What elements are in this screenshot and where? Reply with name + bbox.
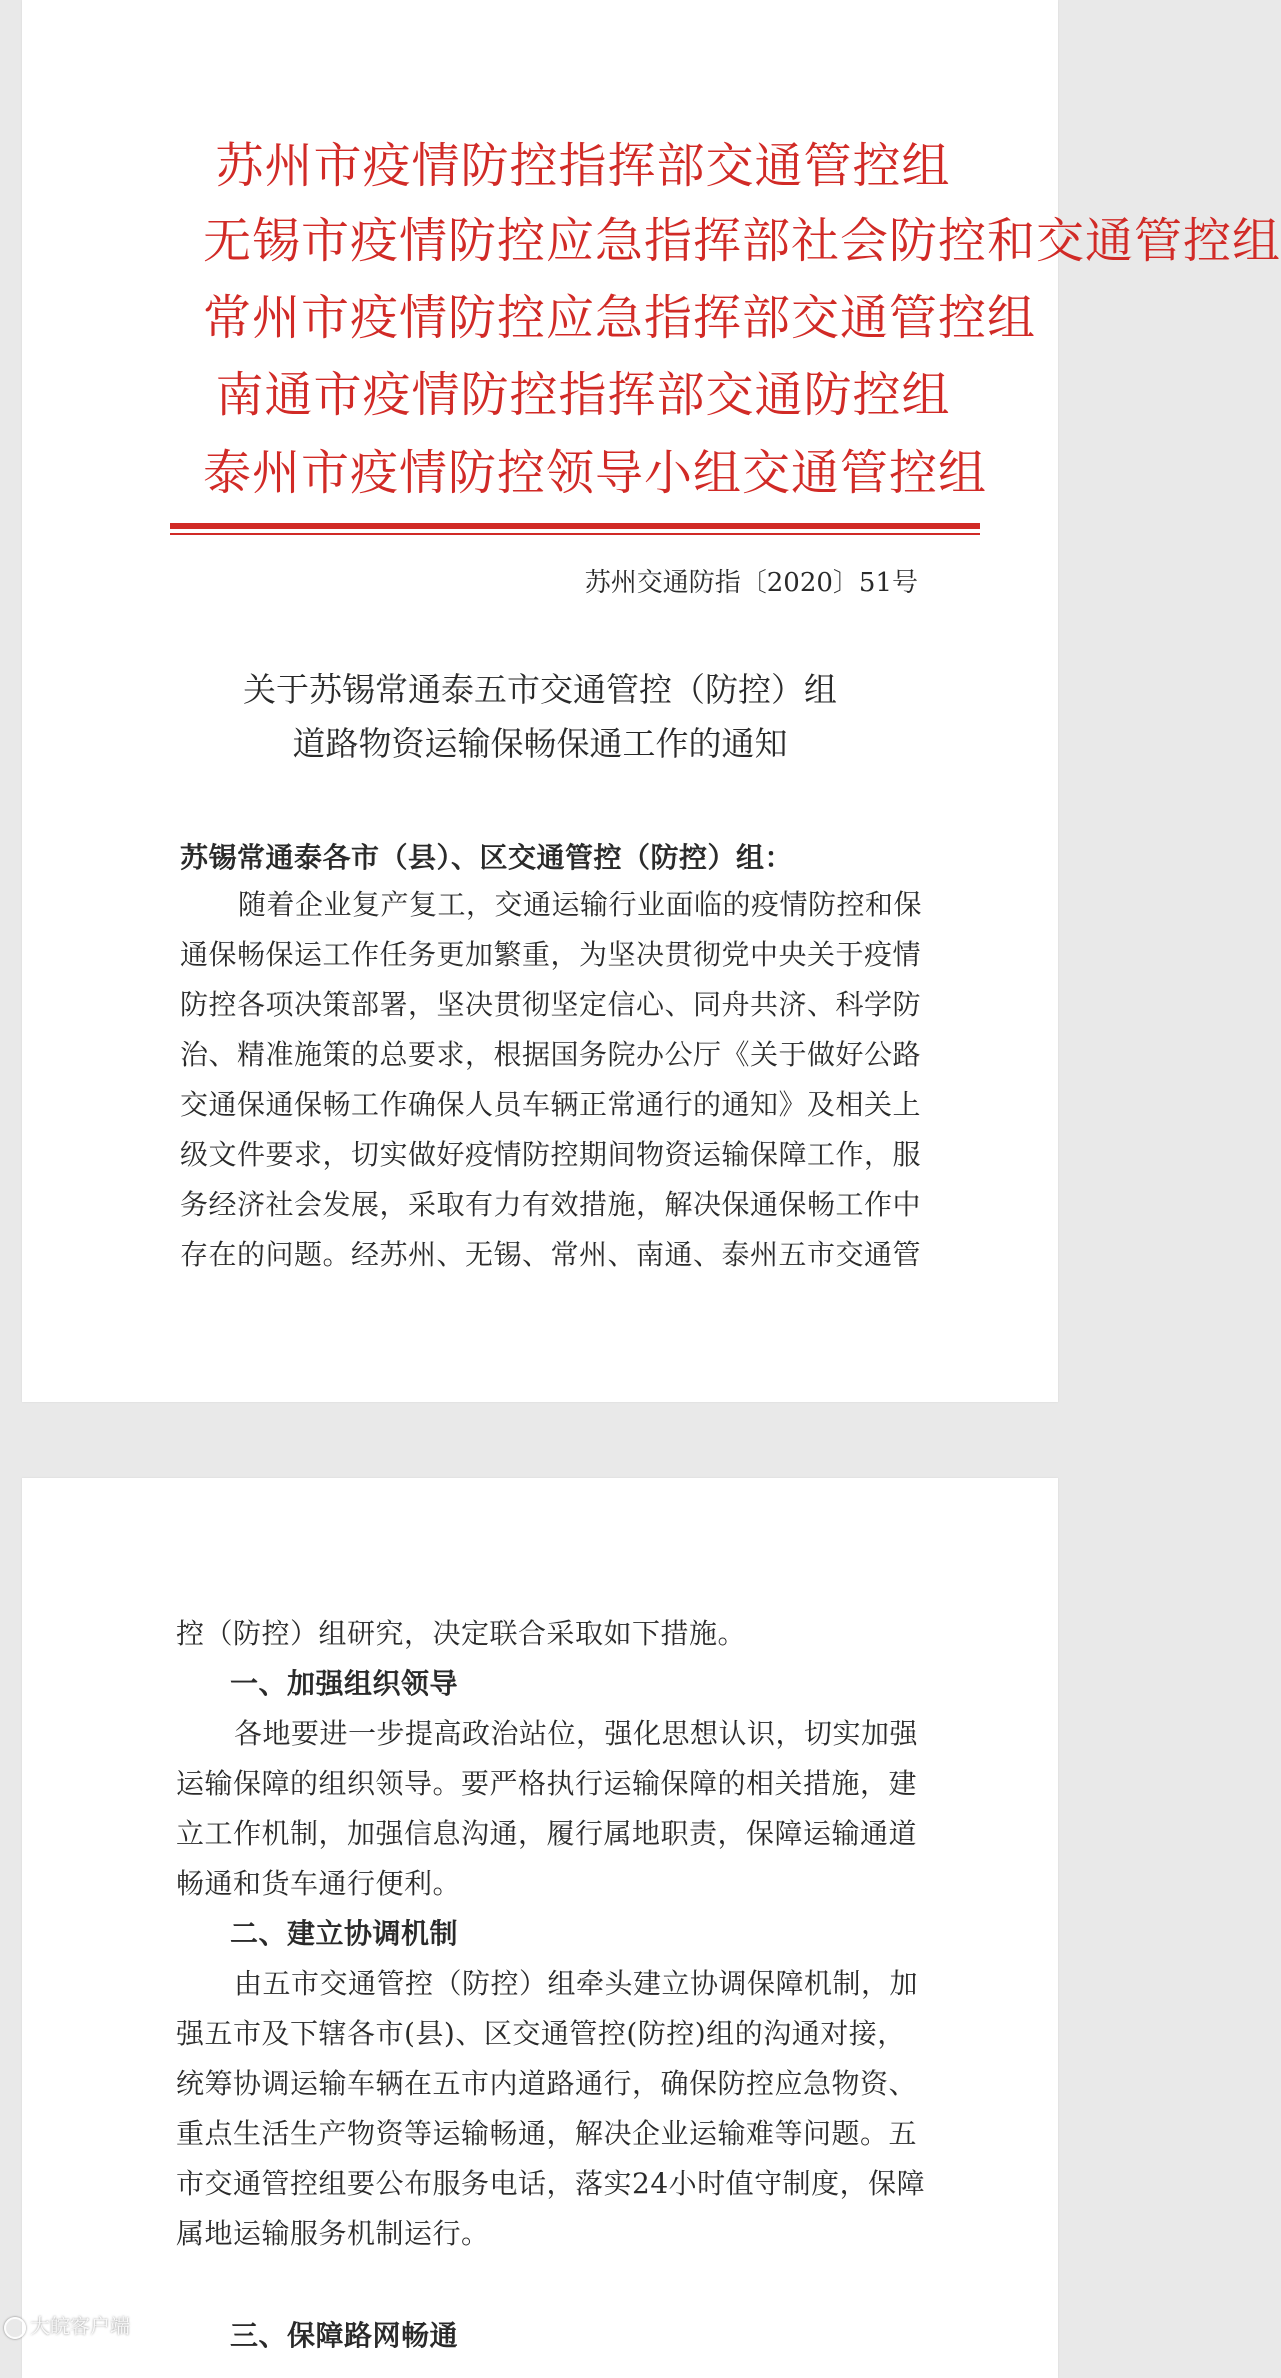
body-line: 级文件要求，切实做好疫情防控期间物资运输保障工作，服 — [180, 1138, 922, 1171]
document-number: 苏州交通防指〔2020〕51号 — [584, 568, 918, 598]
document-title-line-2: 道路物资运输保畅保通工作的通知 — [292, 724, 788, 763]
section-heading-1: 一、加强组织领导 — [230, 1667, 459, 1700]
body-line: 治、精准施策的总要求，根据国务院办公厅《关于做好公路 — [180, 1038, 922, 1071]
body-line: 各地要进一步提高政治站位，强化思想认识，切实加强 — [234, 1717, 919, 1750]
body-line: 防控各项决策部署，坚决贯彻坚定信心、同舟共济、科学防 — [180, 988, 922, 1021]
body-line: 通保畅保运工作任务更加繁重，为坚决贯彻党中央关于疫情 — [180, 938, 922, 971]
body-line: 存在的问题。经苏州、无锡、常州、南通、泰州五市交通管 — [180, 1238, 922, 1271]
header-org-changzhou: 常州市疫情防控应急指挥部交通管控组 — [203, 290, 1037, 346]
body-line: 畅通和货车通行便利。 — [176, 1867, 462, 1900]
body-line: 统筹协调运输车辆在五市内道路通行，确保防控应急物资、 — [176, 2067, 918, 2100]
body-line: 控（防控）组研究，决定联合采取如下措施。 — [176, 1617, 747, 1650]
body-line: 立工作机制，加强信息沟通，履行属地职责，保障运输通道 — [176, 1817, 918, 1850]
header-org-nantong: 南通市疫情防控指挥部交通防控组 — [215, 367, 951, 423]
body-line: 重点生活生产物资等运输畅通，解决企业运输难等问题。五 — [176, 2117, 918, 2150]
body-line: 属地运输服务机制运行。 — [176, 2217, 490, 2250]
document-page-1 — [22, 0, 1281, 1402]
body-line: 强五市及下辖各市(县)、区交通管控(防控)组的沟通对接， — [176, 2017, 906, 2050]
watermark — [4, 2310, 130, 2339]
header-red-rule-thin — [170, 533, 980, 535]
section-heading-3-partial: 三、保障路网畅通 — [230, 2319, 459, 2352]
watermark-text: 大皖客户端 — [30, 2314, 130, 2338]
header-org-suzhou: 苏州市疫情防控指挥部交通管控组 — [215, 138, 951, 194]
body-line: 运输保障的组织领导。要严格执行运输保障的相关措施，建 — [176, 1767, 918, 1800]
addressee: 苏锡常通泰各市（县）、区交通管控（防控）组： — [180, 841, 794, 874]
body-line: 随着企业复产复工，交通运输行业面临的疫情防控和保 — [238, 888, 923, 921]
document-page-2 — [22, 1478, 1058, 2378]
body-line: 交通保通保畅工作确保人员车辆正常通行的通知》及相关上 — [180, 1088, 922, 1121]
body-line: 务经济社会发展，采取有力有效措施，解决保通保畅工作中 — [180, 1188, 922, 1221]
section-heading-2: 二、建立协调机制 — [230, 1917, 459, 1950]
header-red-rule-thick — [170, 523, 980, 529]
app-logo-icon — [4, 2317, 26, 2339]
header-org-taizhou: 泰州市疫情防控领导小组交通管控组 — [203, 445, 988, 501]
document-title-line-1: 关于苏锡常通泰五市交通管控（防控）组 — [243, 670, 837, 709]
body-line: 由五市交通管控（防控）组牵头建立协调保障机制，加 — [234, 1967, 919, 2000]
header-org-wuxi: 无锡市疫情防控应急指挥部社会防控和交通管控组 — [203, 213, 1281, 269]
body-line: 市交通管控组要公布服务电话，落实24小时值守制度，保障 — [176, 2167, 926, 2200]
